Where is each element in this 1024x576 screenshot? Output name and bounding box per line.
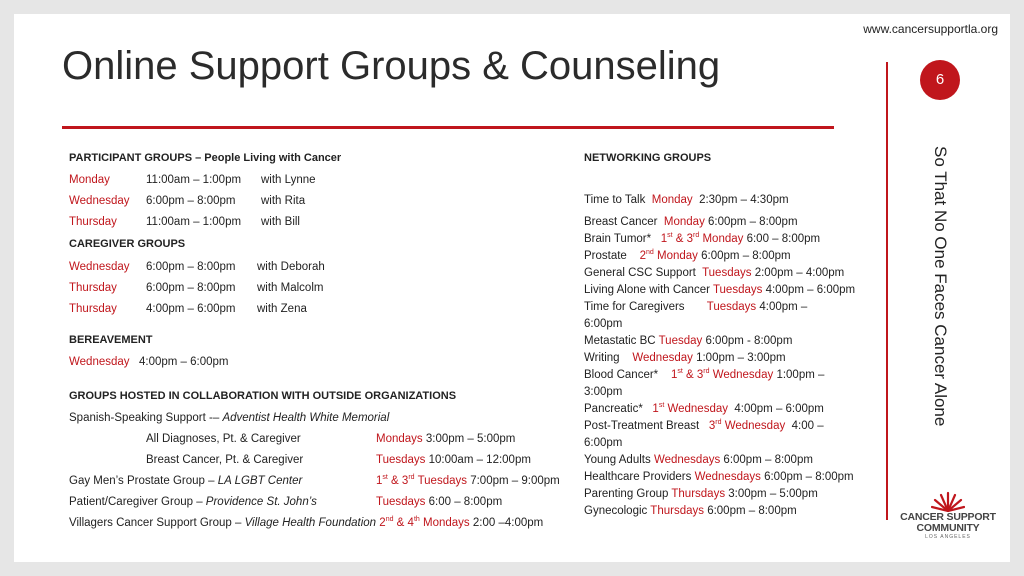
collab-label: All Diagnoses, Pt. & Caregiver [146,433,301,445]
collab-day: Tuesdays [376,496,426,508]
collab-row-text [69,473,302,490]
participant-row [69,214,589,235]
logo-sunburst-icon [931,490,965,512]
collab-time: 6:00 – 8:00pm [428,496,503,508]
title-underline [62,126,834,129]
organization-logo [896,490,1000,550]
networking-item: Healthcare Providers Wednesdays 6:00pm – 8:00pm [584,471,854,483]
networking-item: Parenting Group Thursdays 3:00pm – 5:00pm [584,488,818,500]
collab-org: Village Health Foundation [244,517,377,529]
row-time: 6:00pm – 8:00pm [146,282,236,294]
participant-row [69,172,589,193]
networking-item: General CSC Support Tuesdays 2:00pm – 4:00pm [584,267,845,279]
collab-label: Villagers Cancer Support Group – [69,517,245,529]
collab-org: Adventist Health White Memorial [222,412,390,424]
row-day: Wednesday [69,356,130,368]
row-host: with Zena [257,303,307,315]
collab-time: 7:00pm – 9:00pm [470,475,560,487]
networking-item: Brain Tumor* 1st & 3rd Monday 6:00 – 8:00pm [584,232,821,245]
collab-schedule [376,431,515,448]
collab-time: 3:00pm – 5:00pm [425,433,516,445]
row-host: with Lynne [261,174,316,186]
collab-schedule [376,494,502,511]
networking-item: Gynecologic Thursdays 6:00pm – 8:00pm [584,505,797,517]
row-time: 11:00am – 1:00pm [146,174,242,186]
row-time: 6:00pm – 8:00pm [146,261,236,273]
row-day: Wednesday [69,195,130,207]
networking-item: Metastatic BC Tuesday 6:00pm - 8:00pm [584,335,793,347]
caregiver-row [69,280,589,301]
collab-label: Spanish-Speaking Support -– [69,412,223,424]
logo-line1: CANCER SUPPORT [900,511,996,523]
row-host: with Malcolm [257,282,324,294]
website-url: www.cancersupportla.org [863,22,998,36]
networking-item: Post-Treatment Breast 3rd Wednesday 4:00 – 6:00pm [584,419,824,449]
networking-item: Writing Wednesday 1:00pm – 3:00pm [584,352,786,364]
collab-schedule: 1st & 3rd Tuesdays 7:00pm – 9:00pm [376,474,560,487]
collab-org: Providence St. John’s [205,496,317,508]
row-time: 4:00pm – 6:00pm [139,356,229,368]
bereavement-heading: BEREAVEMENT [69,334,153,346]
networking-item: Blood Cancer* 1st & 3rd Wednesday 1:00pm – 3:00pm [584,368,825,398]
networking-heading: NETWORKING GROUPS [584,152,712,164]
patient-caregiver-row [69,494,589,515]
participant-row [69,193,589,214]
vertical-divider [886,62,888,520]
logo-line2: COMMUNITY [916,522,980,534]
bereavement-row [69,354,589,375]
row-day: Monday [69,174,110,186]
row-host: with Deborah [257,261,325,273]
page-title: Online Support Groups & Counseling [62,44,721,88]
collab-heading: GROUPS HOSTED IN COLLABORATION WITH OUTSIDE ORGANIZATIONS [69,390,457,402]
networking-item: Time for Caregivers Tuesdays 4:00pm – 6:00pm [584,301,808,330]
collab-day: Mondays [376,433,423,445]
left-column [69,150,589,536]
collab-label: Breast Cancer, Pt. & Caregiver [146,454,304,466]
collab-time: 2:00 –4:00pm [472,517,544,529]
right-column [584,150,884,520]
collab-label: Gay Men’s Prostate Group – [69,475,218,487]
tagline: So That No One Faces Cancer Alone [931,146,950,427]
caregiver-heading: CAREGIVER GROUPS [69,238,186,250]
collab-day: Tuesdays [417,475,467,487]
collab-label: Patient/Caregiver Group – [69,496,206,508]
collab-row-text: Villagers Cancer Support Group – Village Health Foundation 2nd & 4th Mondays 2:00 –4:00pm [69,516,544,529]
networking-item: Pancreatic* 1st Wednesday 4:00pm – 6:00pm [584,402,824,415]
caregiver-row [69,301,589,322]
collab-time: 10:00am – 12:00pm [428,454,531,466]
logo-line3: LOS ANGELES [925,534,971,540]
collab-row-text [69,494,317,511]
gay-mens-prostate-row [69,473,589,494]
row-host: with Bill [261,216,300,228]
collab-row-text [69,410,389,427]
row-day: Thursday [69,282,117,294]
all-diagnoses-row [69,431,589,452]
collab-org: LA LGBT Center [217,475,303,487]
row-day: Wednesday [69,261,130,273]
breast-cancer-collab-row [69,452,589,473]
networking-item: Living Alone with Cancer Tuesdays 4:00pm – 6:00pm [584,284,856,296]
row-time: 4:00pm – 6:00pm [146,303,236,315]
caregiver-row [69,259,589,280]
collab-day: Tuesdays [376,454,426,466]
row-day: Thursday [69,303,117,315]
collab-day: Mondays [423,517,470,529]
networking-item: Breast Cancer Monday 6:00pm – 8:00pm [584,216,798,228]
page-number-badge: 6 [920,60,960,100]
networking-item: Prostate 2nd Monday 6:00pm – 8:00pm [584,249,791,262]
row-host: with Rita [261,195,306,207]
row-time: 6:00pm – 8:00pm [146,195,236,207]
collab-schedule [376,452,531,469]
row-time: 11:00am – 1:00pm [146,216,242,228]
networking-item: Time to Talk Monday 2:30pm – 4:30pm [584,194,789,206]
spanish-support-row [69,410,589,431]
participant-heading: PARTICIPANT GROUPS – People Living with Cancer [69,152,342,164]
villagers-row [69,515,589,536]
row-day: Thursday [69,216,117,228]
networking-item: Young Adults Wednesdays 6:00pm – 8:00pm [584,454,813,466]
